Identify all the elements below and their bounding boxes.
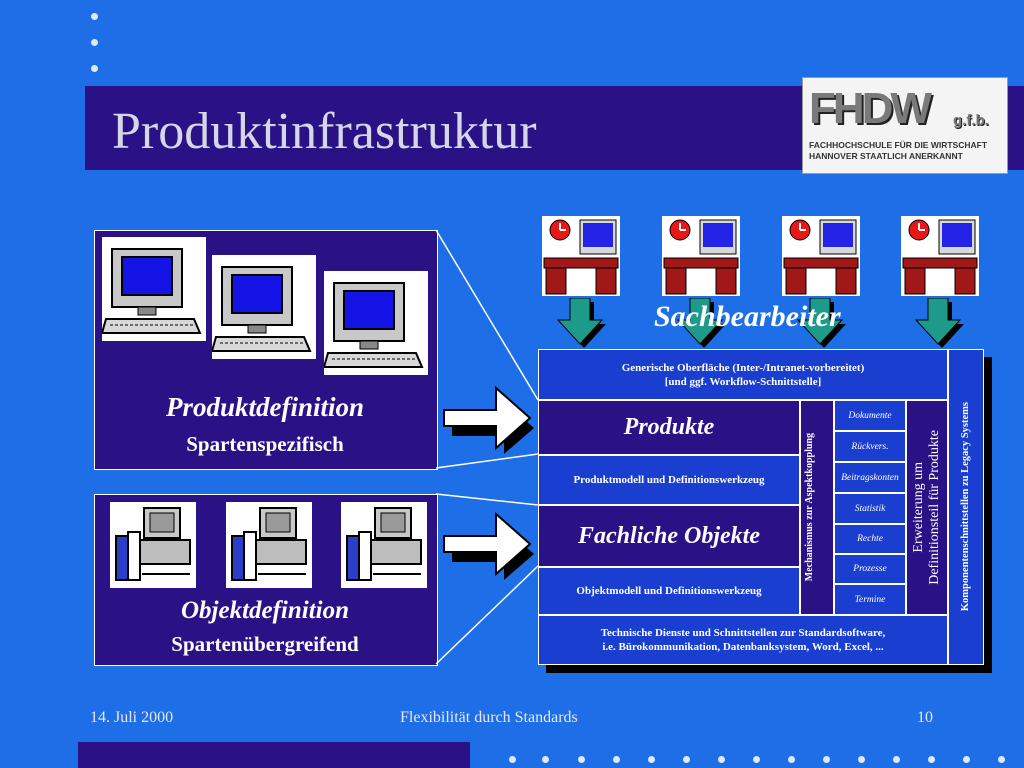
books-printer-icon: [110, 502, 196, 588]
arrow-down-icon: [556, 298, 608, 350]
komponenten-column: [948, 349, 984, 665]
erweiterung-line-1: Erweiterung um: [911, 462, 926, 553]
arrow-right-icon: [442, 380, 538, 456]
produktmodell-layer: [538, 455, 800, 505]
logo-wordmark: FHDW: [809, 84, 929, 133]
erweiterung-column: [906, 400, 948, 615]
technische-line-1: Technische Dienste und Schnittstellen zur Standardsoftware,: [600, 627, 886, 639]
bullet-dot: [823, 756, 830, 763]
item-termine-label: Termine: [854, 594, 886, 605]
bullet-dot: [998, 756, 1005, 763]
bullet-dot: [578, 756, 585, 763]
bullet-dot: [509, 756, 516, 763]
mechanismus-column: [800, 400, 834, 615]
produkte-layer: [538, 400, 800, 455]
spartenuebergreifend-label: Spartenübergreifend: [171, 632, 359, 656]
item-beitragskonten-label: Beitragskonten: [841, 472, 899, 483]
item-beitragskonten: [834, 462, 906, 493]
spartenspezifisch-label: Spartenspezifisch: [186, 432, 344, 456]
oberflaeche-line-2: [und ggf. Workflow-Schnittstelle]: [664, 375, 822, 388]
computer-icon: [212, 255, 316, 359]
item-rueckvers: [834, 431, 906, 462]
bullet-dot: [893, 756, 900, 763]
item-rueckvers-label: Rückvers.: [851, 441, 889, 452]
item-prozesse: [834, 554, 906, 584]
footer-date: 14. Juli 2000: [90, 709, 174, 726]
technische-line-2: i.e. Bürokommunikation, Datenbanksystem, Word, Excel, ...: [602, 641, 884, 653]
workstation-icon: [901, 216, 979, 296]
produktdefinition-label: Produktdefinition: [165, 392, 365, 422]
workstation-icon: [542, 216, 620, 296]
technische-dienste-layer: [538, 615, 948, 665]
page-title: Produktinfrastruktur: [112, 103, 537, 160]
workstation-icon: [782, 216, 860, 296]
bullet-dot: [963, 756, 970, 763]
bullet-dot: [683, 756, 690, 763]
footer-bar: [78, 742, 470, 768]
produkte-label: Produkte: [623, 414, 715, 440]
item-dokumente: [834, 400, 906, 431]
architecture-diagram: [538, 349, 984, 665]
bullet-dot: [858, 756, 865, 763]
logo-line-2: HANNOVER STAATLICH ANERKANNT: [809, 151, 963, 161]
fachliche-objekte-layer: [538, 505, 800, 567]
logo-suffix: g.f.b.: [953, 112, 989, 129]
bullet-dot: [788, 756, 795, 763]
workstation-icon: [662, 216, 740, 296]
bullet-dot: [718, 756, 725, 763]
item-dokumente-label: Dokumente: [848, 410, 892, 421]
computer-icon: [102, 237, 206, 341]
item-termine: [834, 584, 906, 615]
item-statistik: [834, 493, 906, 524]
footer-title: Flexibilität durch Standards: [400, 709, 578, 726]
objektmodell-label: Objektmodell und Definitionswerkzeug: [576, 585, 762, 597]
logo-line-1: FACHHOCHSCHULE FÜR DIE WIRTSCHAFT: [809, 140, 988, 150]
item-rechte-label: Rechte: [857, 534, 883, 544]
item-statistik-label: Statistik: [854, 503, 886, 514]
bullet-dot: [648, 756, 655, 763]
page-number: 10: [917, 709, 933, 726]
bullet-dot: [928, 756, 935, 763]
item-rechte: [834, 524, 906, 554]
oberflaeche-line-1: Generische Oberfläche (Inter-/Intranet-vorbereitet): [621, 361, 865, 374]
objektmodell-layer: [538, 567, 800, 615]
books-printer-icon: [341, 502, 427, 588]
sachbearbeiter-label: Sachbearbeiter: [654, 300, 841, 333]
komponenten-label: Komponentenschnittstellen zu Legacy Systems: [960, 402, 971, 612]
generische-oberflaeche-layer: [538, 349, 948, 400]
item-prozesse-label: Prozesse: [853, 564, 887, 574]
fachliche-objekte-label: Fachliche Objekte: [578, 522, 760, 549]
arrow-right-icon: [442, 506, 538, 582]
books-printer-icon: [226, 502, 312, 588]
bullet-dot: [613, 756, 620, 763]
bullet-dot: [542, 756, 549, 763]
computer-icon: [324, 271, 428, 375]
objektdefinition-label: Objektdefinition: [180, 597, 350, 624]
mechanismus-label: Mechanismus zur Aspektkopplung: [804, 433, 815, 582]
erweiterung-line-2: Definitionsteil für Produkte: [927, 430, 942, 585]
arrow-down-icon: [914, 298, 966, 350]
produktmodell-label: Produktmodell und Definitionswerkzeug: [573, 474, 765, 486]
bullet-dot: [753, 756, 760, 763]
